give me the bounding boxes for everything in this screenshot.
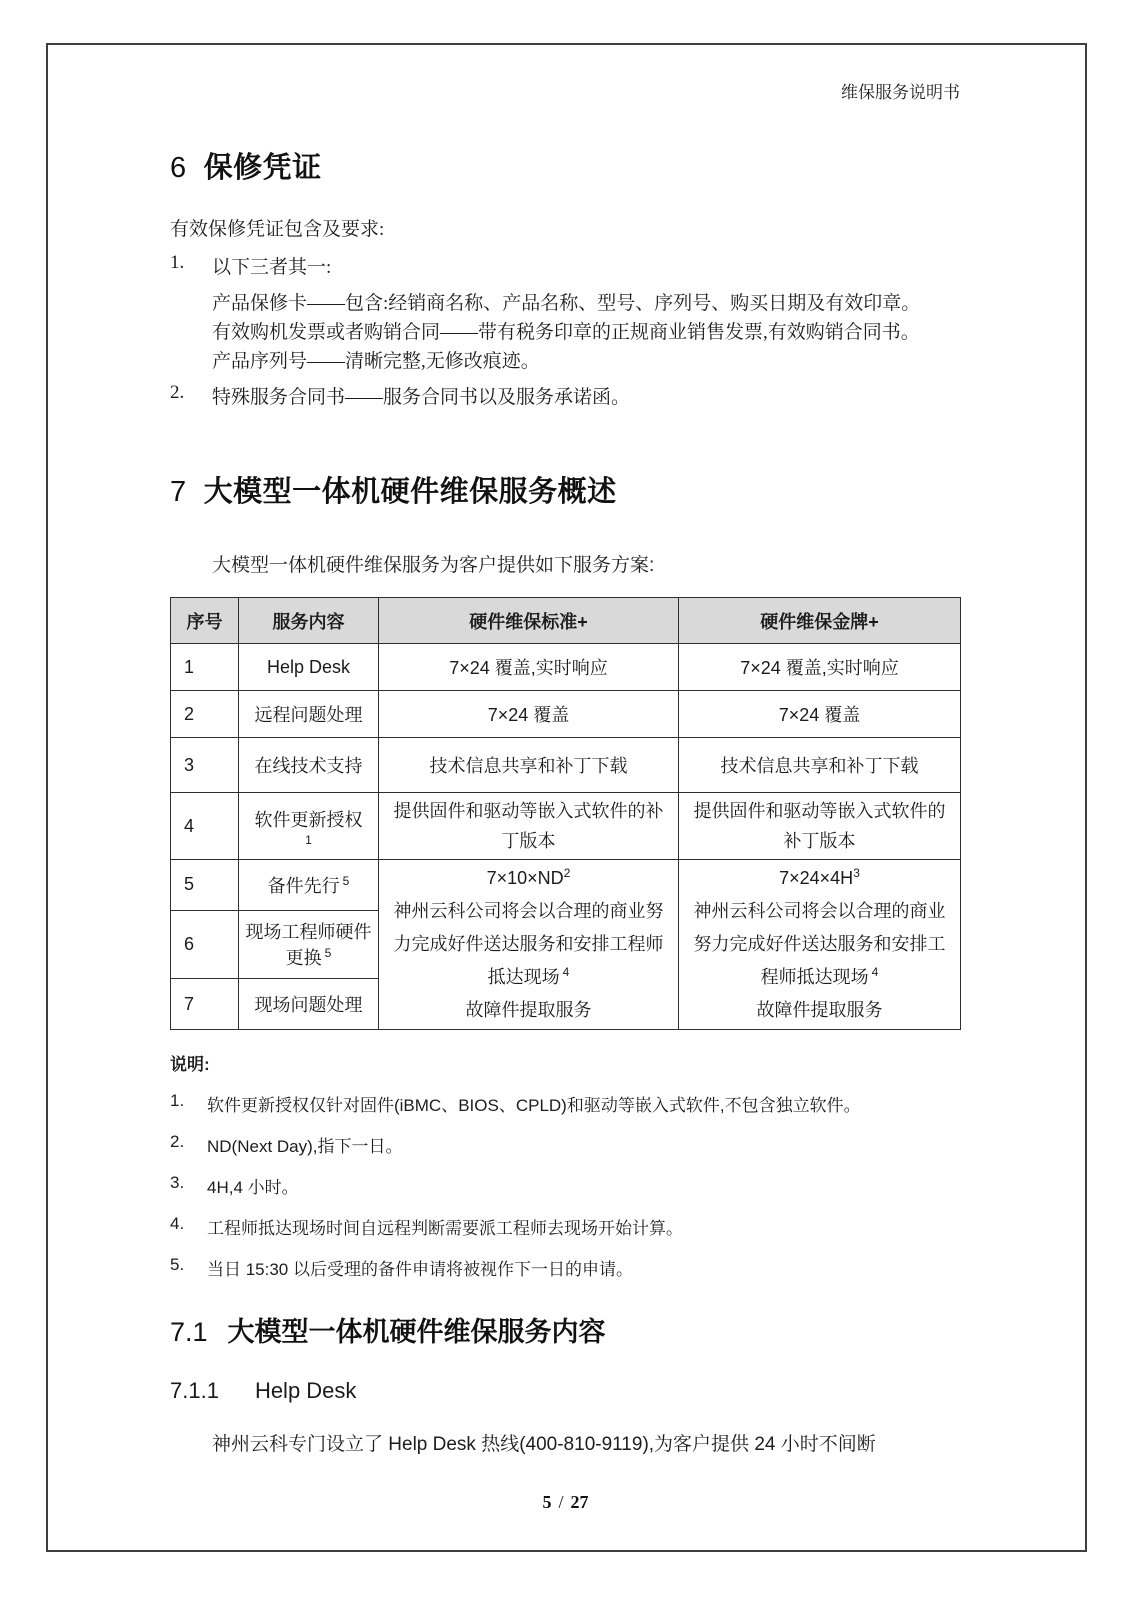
cell-index: 3 <box>171 738 239 793</box>
cell-service <box>239 793 379 860</box>
merged-tail-text: 故障件提取服务 <box>465 1000 592 1020</box>
cell-service: 在线技术支持 <box>239 738 379 793</box>
footer-page-number: 5 <box>542 1492 552 1512</box>
footnote-marker: 2 <box>563 866 571 880</box>
heading-6-number: 6 <box>170 152 187 184</box>
col-header-standard: 硬件维保标准+ <box>379 598 679 644</box>
table-row <box>171 793 961 860</box>
page-content <box>170 0 960 1456</box>
heading-6-title: 保修凭证 <box>203 152 322 184</box>
heading-7-1-number: 7.1 <box>170 1317 208 1347</box>
cell-index: 2 <box>171 691 239 738</box>
cell-standard-merged <box>379 860 679 1030</box>
body-text: 神州云科公司将会以合理的商业努力完成好件送达服务和安排工程师抵达现场 <box>393 901 664 987</box>
cell-standard-text: 提供固件和驱动等嵌入式软件的补丁版本 <box>393 801 664 851</box>
heading-7-1-1-number: 7.1.1 <box>170 1378 219 1403</box>
footnote-marker: 3 <box>853 866 860 880</box>
cell-gold: 7×24 覆盖 <box>679 691 961 738</box>
note-item <box>170 1091 960 1116</box>
cell-service-text: 软件更新授权 <box>254 809 363 830</box>
note-text: 当日 15:30 以后受理的备件申请将被视作下一日的申请。 <box>207 1260 633 1279</box>
footnote-marker: 4 <box>562 965 570 979</box>
list-item-text: 以下三者其一: <box>212 257 332 278</box>
note-number: 3. <box>170 1173 185 1192</box>
note-text: 工程师抵达现场时间自远程判断需要派工程师去现场开始计算。 <box>207 1219 683 1238</box>
sla-text: 7×24×4H <box>779 868 854 888</box>
list-item <box>170 382 960 409</box>
merged-body-text <box>394 901 664 987</box>
note-number: 2. <box>170 1132 185 1151</box>
note-text: 软件更新授权仅针对固件(iBMC、BIOS、CPLD)和驱动等嵌入式软件,不包含独立软件。 <box>207 1096 861 1115</box>
cell-gold <box>679 793 961 860</box>
heading-section-7 <box>170 469 960 510</box>
section7-1-1-paragraph: 神州云科专门设立了 Help Desk 热线(400-810-9119),为客户提供 24 小时不间断 <box>212 1434 876 1455</box>
heading-section-7-1 <box>170 1310 960 1349</box>
table-row <box>171 860 961 911</box>
list-item-number: 1. <box>170 252 185 273</box>
footnote-marker: 5 <box>342 873 350 888</box>
list-item <box>170 252 960 279</box>
cell-service <box>239 860 379 911</box>
detail-line: 产品序列号——清晰完整,无修改痕迹。 <box>212 351 540 372</box>
note-text: 4H,4 小时。 <box>207 1178 299 1197</box>
note-item <box>170 1173 960 1198</box>
cell-index: 5 <box>171 860 239 911</box>
body-text: 神州云科公司将会以合理的商业努力完成好件送达服务和安排工程师抵达现场 <box>693 901 946 987</box>
cell-gold-merged <box>679 860 961 1030</box>
heading-section-7-1-1 <box>170 1378 960 1404</box>
footnote-marker: 1 <box>305 832 312 847</box>
service-plan-table <box>170 597 961 1030</box>
sla-gold <box>685 862 954 895</box>
cell-index: 4 <box>171 793 239 860</box>
footnote-marker: 5 <box>324 946 332 961</box>
footer-total-pages: 27 <box>570 1492 589 1512</box>
heading-7-1-title: 大模型一体机硬件维保服务内容 <box>227 1317 606 1347</box>
note-item <box>170 1132 960 1157</box>
cell-service: Help Desk <box>239 644 379 691</box>
cell-gold: 7×24 覆盖,实时响应 <box>679 644 961 691</box>
cell-index: 7 <box>171 979 239 1030</box>
detail-line: 产品保修卡——包含:经销商名称、产品名称、型号、序列号、购买日期及有效印章。 <box>212 293 921 314</box>
section6-intro: 有效保修凭证包含及要求: <box>170 219 385 240</box>
section7-intro: 大模型一体机硬件维保服务为客户提供如下服务方案: <box>212 555 655 576</box>
col-header-gold: 硬件维保金牌+ <box>679 598 961 644</box>
cell-standard <box>379 793 679 860</box>
note-number: 5. <box>170 1255 185 1274</box>
detail-line: 有效购机发票或者购销合同——带有税务印章的正规商业销售发票,有效购销合同书。 <box>212 322 920 343</box>
table-row <box>171 691 961 738</box>
cell-index: 1 <box>171 644 239 691</box>
cell-service: 远程问题处理 <box>239 691 379 738</box>
cell-standard: 7×24 覆盖,实时响应 <box>379 644 679 691</box>
table-row <box>171 738 961 793</box>
note-text: ND(Next Day),指下一日。 <box>207 1137 403 1156</box>
cell-standard: 技术信息共享和补丁下载 <box>379 738 679 793</box>
heading-section-6 <box>170 145 960 186</box>
col-header-index: 序号 <box>171 598 239 644</box>
list-item-detail <box>212 289 960 376</box>
cell-gold-text: 提供固件和驱动等嵌入式软件的补丁版本 <box>693 801 946 851</box>
note-item <box>170 1255 960 1280</box>
heading-7-number: 7 <box>170 476 187 508</box>
footnote-marker: 4 <box>871 965 879 979</box>
merged-body-text <box>694 901 946 987</box>
sla-standard <box>385 862 672 895</box>
cell-service: 现场问题处理 <box>239 979 379 1030</box>
list-item-number: 2. <box>170 382 185 403</box>
notes-label: 说明: <box>170 1055 210 1074</box>
note-item <box>170 1214 960 1239</box>
cell-gold: 技术信息共享和补丁下载 <box>679 738 961 793</box>
heading-7-title: 大模型一体机硬件维保服务概述 <box>203 476 617 508</box>
cell-service <box>239 910 379 978</box>
heading-7-1-1-title: Help Desk <box>254 1378 357 1403</box>
table-row <box>171 644 961 691</box>
footer-separator: / <box>558 1492 564 1512</box>
merged-tail-text: 故障件提取服务 <box>756 1000 883 1020</box>
cell-service-text: 现场工程师硬件更换 <box>245 922 372 969</box>
table-header-row <box>171 598 961 644</box>
cell-standard: 7×24 覆盖 <box>379 691 679 738</box>
sla-text: 7×10×ND <box>486 868 564 888</box>
cell-index: 6 <box>171 910 239 978</box>
doc-header-title: 维保服务说明书 <box>841 83 960 102</box>
list-item-text: 特殊服务合同书——服务合同书以及服务承诺函。 <box>212 387 631 408</box>
note-number: 1. <box>170 1091 185 1110</box>
page-footer <box>0 1492 1131 1513</box>
col-header-service: 服务内容 <box>239 598 379 644</box>
cell-service-text: 备件先行 <box>267 875 340 896</box>
note-number: 4. <box>170 1214 185 1233</box>
